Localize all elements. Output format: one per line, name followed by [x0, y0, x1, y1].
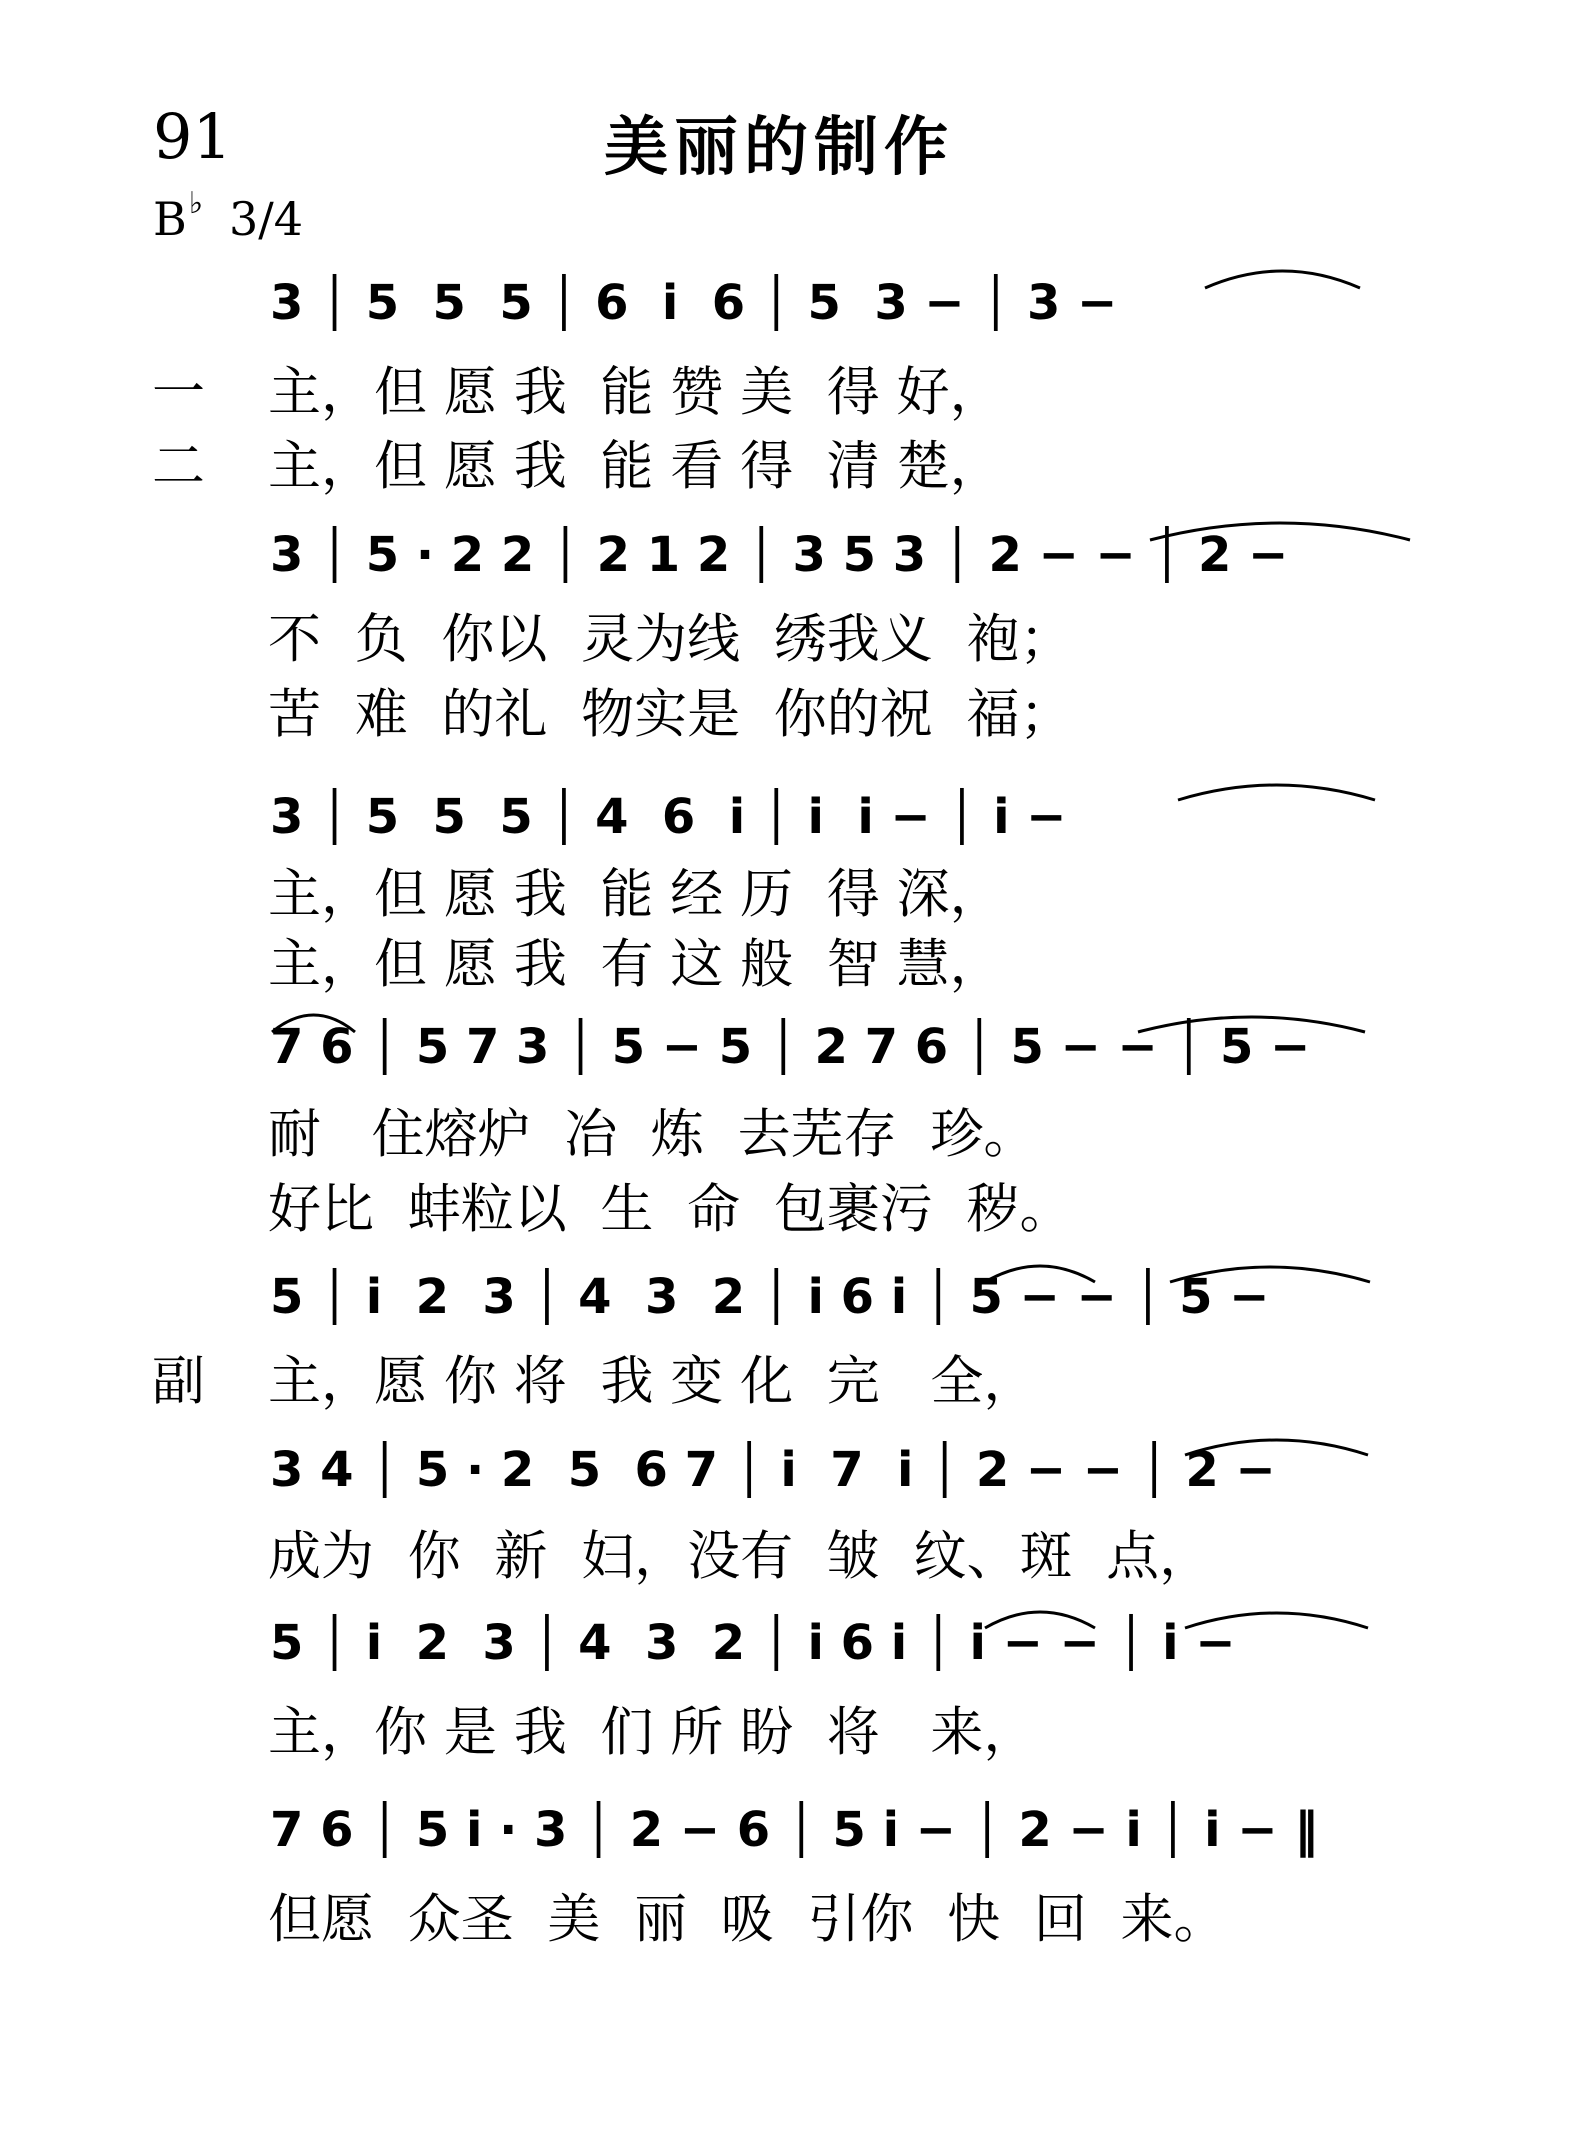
verse-marker: 副: [152, 1351, 205, 1413]
slur-arc: [985, 1612, 1095, 1628]
lyric-line: 好比 蚌粒以 生 命 包裹污 秽。: [268, 1179, 1073, 1241]
tie-arc: [1150, 523, 1410, 540]
hymn-number: 91: [153, 100, 232, 173]
slur-arc: [985, 1266, 1095, 1282]
notation-line: 7 6 │ 5 7 3 │ 5 − 5 │ 2 7 6 │ 5 − − │ 5 −: [270, 1018, 1311, 1075]
notation-line: 5 │ i 2 3 │ 4 3 2 │ i 6 i │ i − − │ i −: [270, 1614, 1236, 1671]
tie-arc: [1205, 271, 1360, 288]
notation-line: 3 │ 5 5 5 │ 4 6 i │ i i − │ i −: [270, 788, 1067, 845]
lyric-line: 耐 住熔炉 冶 炼 去芜存 珍。: [268, 1104, 1037, 1166]
tie-arc: [1138, 1017, 1365, 1032]
tie-arc: [1170, 1267, 1370, 1282]
hymn-title: 美丽的制作: [604, 110, 954, 185]
notation-line: 3 │ 5 5 5 │ 6 i 6 │ 5 3 − │ 3 −: [270, 274, 1118, 331]
lyric-line: 主，但 愿 我 能 赞 美 得 好，: [268, 362, 1003, 424]
tie-arc: [1178, 785, 1375, 800]
notation-line: 5 │ i 2 3 │ 4 3 2 │ i 6 i │ 5 − − │ 5 −: [270, 1268, 1270, 1325]
notation-line: 3 4 │ 5 · 2 5 6 7 │ i 7 i │ 2 − − │ 2 −: [270, 1441, 1276, 1498]
lyric-line: 主，你 是 我 们 所 盼 将 来，: [268, 1702, 1037, 1764]
lyric-line: 成为 你 新 妇，没有 皱 纹、斑 点，: [268, 1526, 1213, 1588]
lyric-line: 主，愿 你 将 我 变 化 完 全，: [268, 1351, 1037, 1413]
verse-marker: 一: [152, 362, 205, 424]
slur-arc: [272, 1015, 355, 1032]
lyric-line: 主，但 愿 我 能 经 历 得 深，: [268, 864, 1003, 926]
lyric-line: 但愿 众圣 美 丽 吸 引你 快 回 来。: [268, 1889, 1227, 1951]
notation-line: 3 │ 5 · 2 2 │ 2 1 2 │ 3 5 3 │ 2 − − │ 2 −: [270, 526, 1289, 583]
verse-marker: 二: [152, 436, 205, 498]
tie-arc: [1185, 1440, 1368, 1455]
lyric-line: 苦 难 的礼 物实是 你的祝 福；: [268, 684, 1073, 746]
flat-sign: ♭: [188, 186, 203, 221]
tie-arc: [1185, 1613, 1368, 1628]
lyric-line: 主，但 愿 我 能 看 得 清 楚，: [268, 436, 1003, 498]
key-letter: B: [153, 192, 187, 246]
notation-line: 7 6 │ 5 i · 3 │ 2 − 6 │ 5 i − │ 2 − i │ i − ‖: [270, 1801, 1319, 1858]
lyric-line: 主，但 愿 我 有 这 般 智 慧，: [268, 934, 1003, 996]
time-signature: 3/4: [228, 192, 303, 246]
lyric-line: 不 负 你以 灵为线 绣我义 袍；: [268, 609, 1073, 671]
